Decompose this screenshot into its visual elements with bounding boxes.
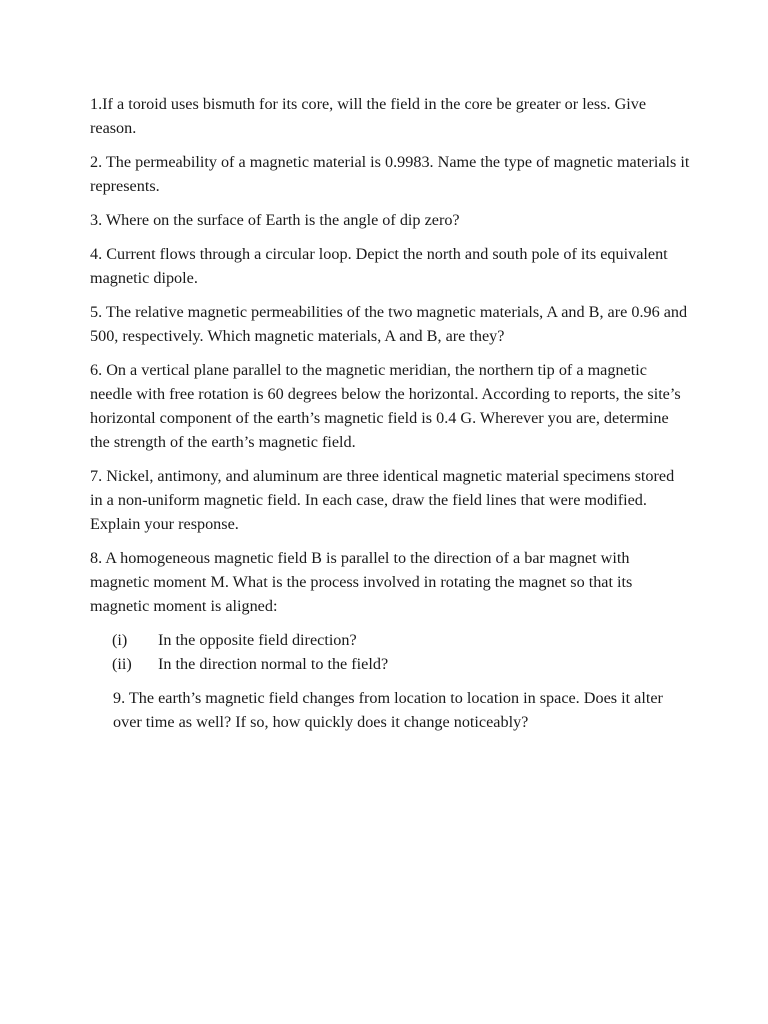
question-8-sub-list xyxy=(112,628,690,676)
question-5: 5. The relative magnetic permeabilities of the two magnetic materials, A and B, are 0.96 and 500, respectively. Which magnetic materials, A and B, are they? xyxy=(90,303,688,345)
question-6: 6. On a vertical plane parallel to the magnetic meridian, the northern tip of a magnetic needle with free rotation is 60 degrees below the horizontal. According to reports, the site’s horizontal component of the earth’s magnetic field is 0.4 G. Wherever you are, determine the strength of the earth’s magnetic field. xyxy=(90,361,681,451)
question-8: 8. A homogeneous magnetic field B is parallel to the direction of a bar magnet with magnetic moment M. What is the process involved in rotating the magnet so that its magnetic moment is aligned: xyxy=(90,549,633,615)
sub-item-number: (i) xyxy=(112,631,128,649)
list-item xyxy=(112,652,690,676)
question-4: 4. Current flows through a circular loop. Depict the north and south pole of its equivalent magnetic dipole. xyxy=(90,245,668,287)
question-9: 9. The earth’s magnetic field changes from location to location in space. Does it alter over time as well? If so, how quickly does it change noticeably? xyxy=(113,689,663,731)
sub-item-text: In the direction normal to the field? xyxy=(158,655,389,673)
list-item xyxy=(112,628,690,652)
question-1: 1.If a toroid uses bismuth for its core, will the field in the core be greater or less. Give reason. xyxy=(90,95,647,137)
question-2: 2. The permeability of a magnetic material is 0.9983. Name the type of magnetic materials it represents. xyxy=(90,153,690,195)
question-7: 7. Nickel, antimony, and aluminum are three identical magnetic material specimens stored in a non-uniform magnetic field. In each case, draw the field lines that were modified. Explain your response. xyxy=(90,467,675,533)
question-list xyxy=(90,92,690,744)
question-3: 3. Where on the surface of Earth is the angle of dip zero? xyxy=(90,211,460,229)
sub-item-text: In the opposite field direction? xyxy=(158,631,357,649)
sub-item-number: (ii) xyxy=(112,655,132,673)
